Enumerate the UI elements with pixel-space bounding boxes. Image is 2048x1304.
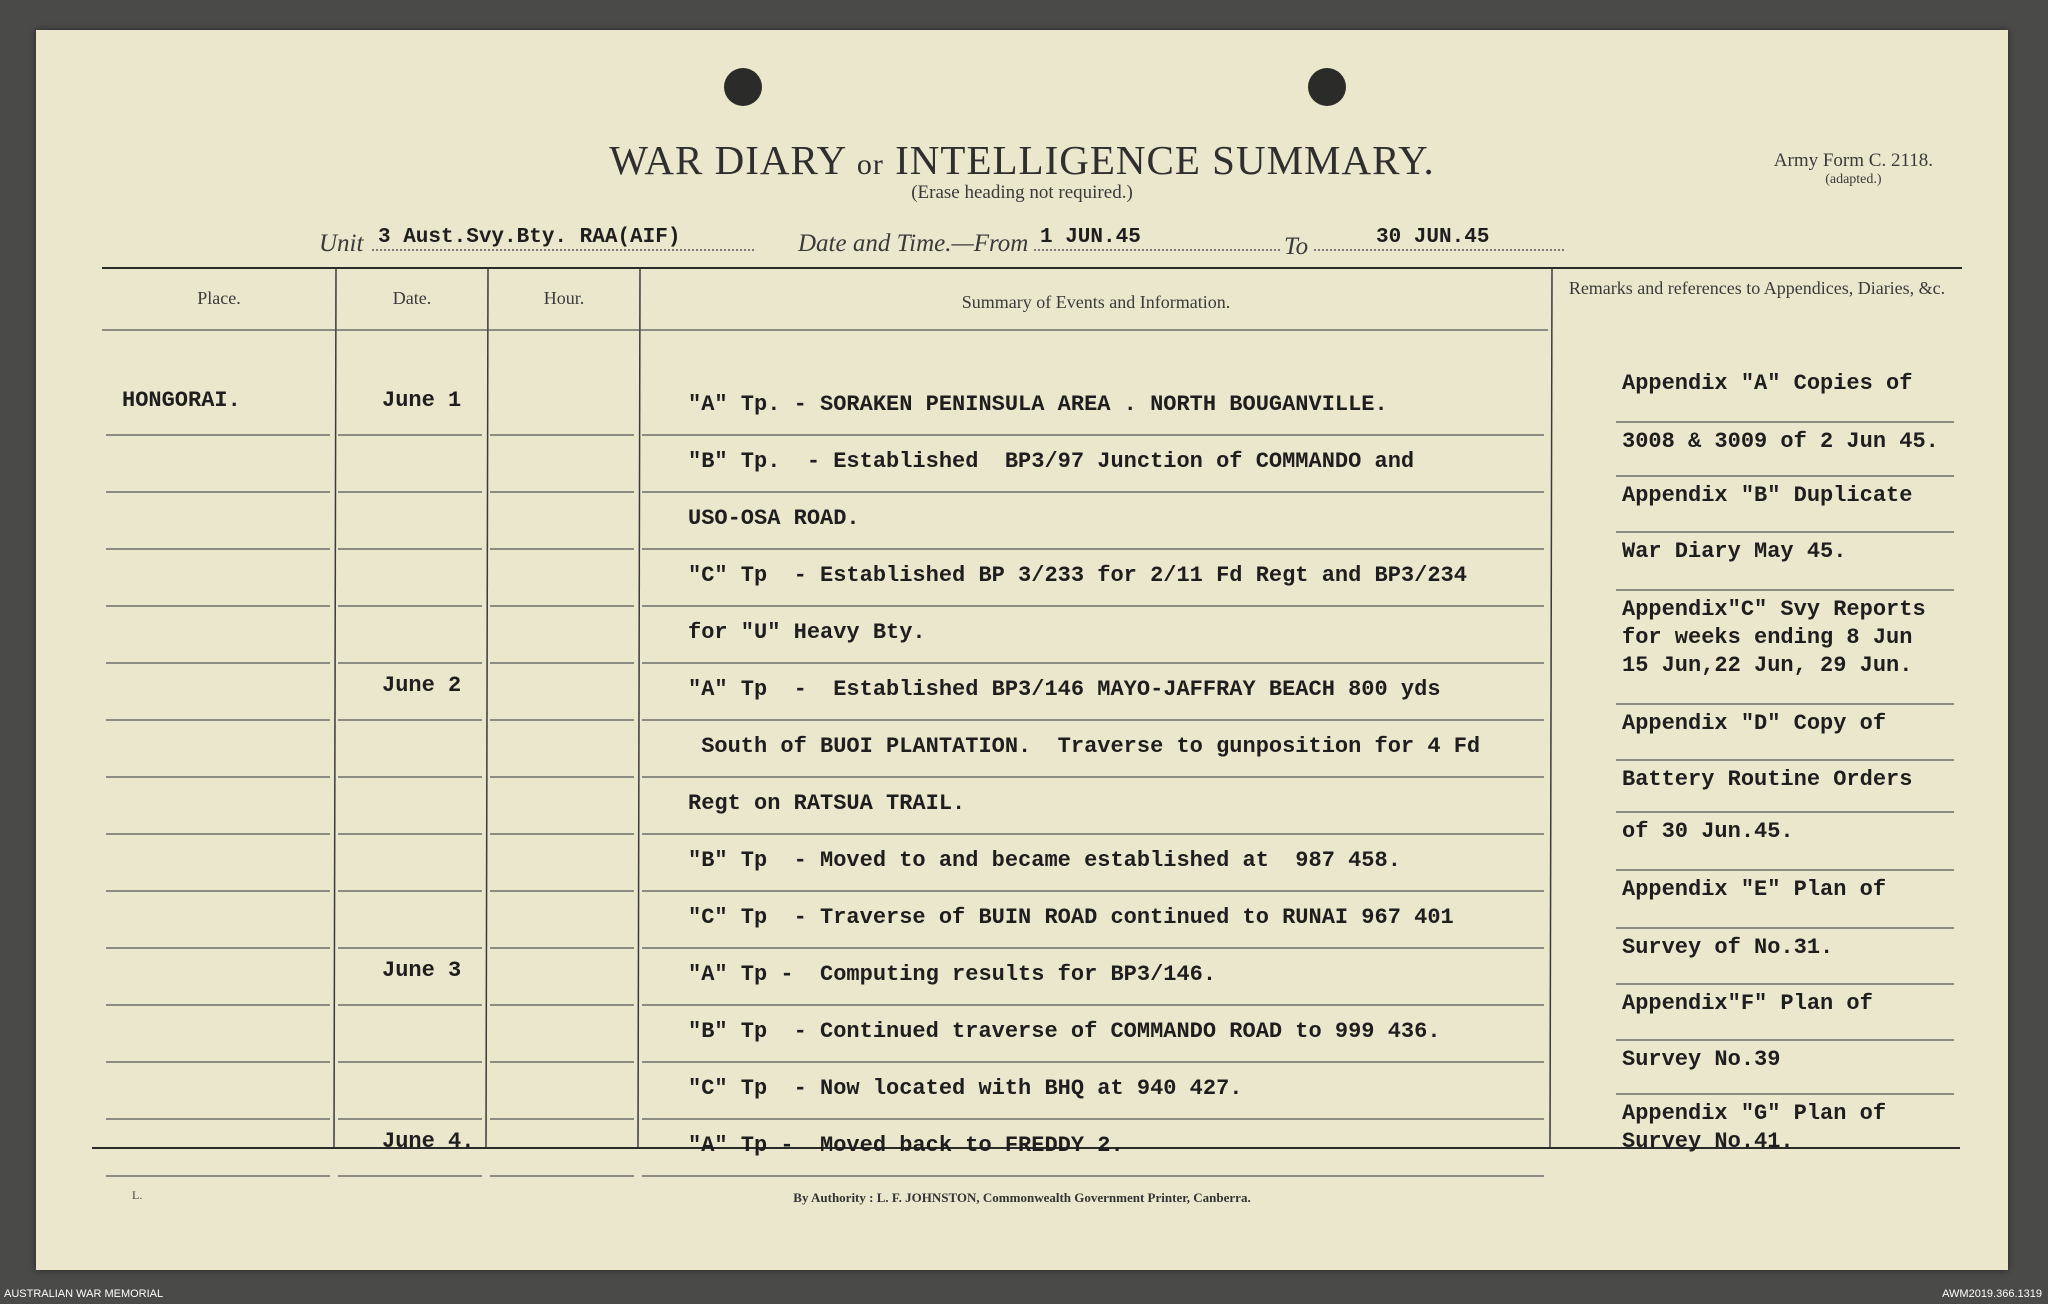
title-war-diary: WAR DIARY (609, 137, 846, 183)
remark-entry: War Diary May 45. (1622, 539, 1847, 564)
summary-cell: "B" Tp - Moved to and became established at 987 458. (688, 848, 1401, 873)
summary-cell: "C" Tp - Established BP 3/233 for 2/11 Fd Regt and BP3/234 (688, 563, 1467, 588)
archive-id: AWM2019.366.1319 (1942, 1288, 2042, 1300)
to-label: To (1284, 233, 1309, 260)
remark-entry: 3008 & 3009 of 2 Jun 45. (1622, 429, 1939, 454)
remark-entry: of 30 Jun.45. (1622, 819, 1794, 844)
date-time-label: Date and Time.—From (798, 230, 1029, 257)
remark-entry: Appendix "D" Copy of (1622, 711, 1887, 736)
form-subtitle: (Erase heading not required.) (911, 182, 1133, 203)
place-cell: HONGORAI. (122, 388, 241, 413)
summary-cell: "C" Tp - Traverse of BUIN ROAD continued to RUNAI 967 401 (688, 905, 1454, 930)
summary-cell: "A" Tp - Computing results for BP3/146. (688, 962, 1217, 987)
archive-label: AUSTRALIAN WAR MEMORIAL (4, 1288, 164, 1300)
remark-entry: Survey No.39 (1622, 1047, 1781, 1072)
column-header-date: Date. (392, 288, 432, 308)
summary-cell: Regt on RATSUA TRAIL. (688, 791, 966, 816)
summary-cell: South of BUOI PLANTATION. Traverse to gunposition for 4 Fd (688, 734, 1481, 759)
remark-entry: Appendix"C" Svy Reports for weeks ending 8 Jun 15 Jun,22 Jun, 29 Jun. (1622, 597, 1926, 678)
remark-entry: Appendix "B" Duplicate (1622, 483, 1913, 508)
from-date-value: 1 JUN.45 (1034, 226, 1280, 251)
summary-cell: "C" Tp - Now located with BHQ at 940 427. (688, 1076, 1243, 1101)
army-form-sublabel: (adapted.) (1825, 172, 1882, 187)
form-code: L. (132, 1188, 143, 1202)
remark-entry: Survey of No.31. (1622, 935, 1834, 960)
column-header-remarks: Remarks and references to Appendices, Diaries, &c. (1568, 278, 1946, 298)
column-header-hour: Hour. (543, 288, 585, 308)
title-or: or (856, 148, 884, 181)
army-form-label: Army Form C. 2118. (1773, 150, 1933, 171)
summary-cell: "A" Tp - Moved back to FREDDY 2. (688, 1133, 1124, 1158)
printer-authority: By Authority : L. F. JOHNSTON, Commonwealth Government Printer, Canberra. (793, 1190, 1251, 1205)
date-cell: June 2 (382, 673, 462, 698)
column-header-place: Place. (197, 288, 241, 308)
summary-cell: "A" Tp. - SORAKEN PENINSULA AREA . NORTH BOUGANVILLE. (688, 392, 1388, 417)
summary-cell: for "U" Heavy Bty. (688, 620, 926, 645)
summary-cell: USO-OSA ROAD. (688, 506, 860, 531)
column-header-summary: Summary of Events and Information. (961, 292, 1231, 312)
remark-entry: Appendix "E" Plan of (1622, 877, 1887, 902)
summary-cell: "B" Tp. - Established BP3/97 Junction of COMMANDO and (688, 449, 1415, 474)
unit-value: 3 Aust.Svy.Bty. RAA(AIF) (372, 226, 754, 251)
summary-cell: "A" Tp - Established BP3/146 MAYO-JAFFRAY BEACH 800 yds (688, 677, 1441, 702)
date-cell: June 3 (382, 958, 462, 983)
summary-cell: "B" Tp - Continued traverse of COMMANDO ROAD to 999 436. (688, 1019, 1441, 1044)
remark-entry: Appendix"F" Plan of (1622, 991, 1873, 1016)
to-date-value: 30 JUN.45 (1314, 226, 1564, 251)
remark-entry: Appendix "G" Plan of Survey No.41. (1622, 1101, 1887, 1154)
remark-entry: Battery Routine Orders (1622, 767, 1913, 792)
date-cell: June 4. (382, 1129, 475, 1154)
unit-label: Unit (319, 230, 364, 257)
title-intelligence-summary: INTELLIGENCE SUMMARY. (895, 137, 1435, 183)
remark-entry: Appendix "A" Copies of (1622, 371, 1913, 396)
war-diary-page (36, 30, 2008, 1270)
date-cell: June 1 (382, 388, 462, 413)
